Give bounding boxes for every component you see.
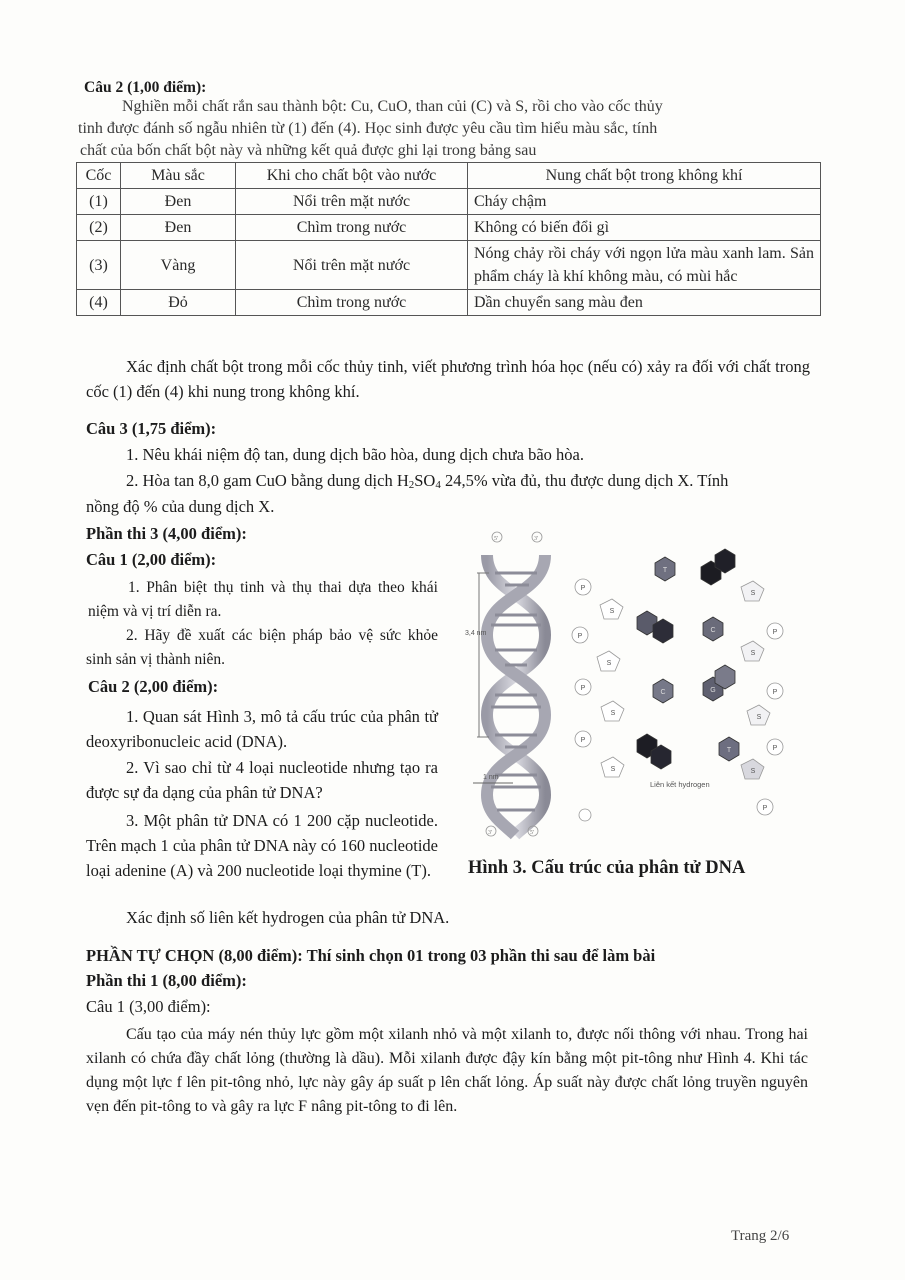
end-label: 3' [488, 830, 493, 836]
table-cell: (2) [77, 215, 121, 241]
table-header: Màu sắc [121, 163, 236, 189]
sugar-label: S [609, 608, 615, 615]
table-cell: Đỏ [121, 290, 236, 316]
base-label: C [710, 627, 716, 634]
table-cell: (3) [77, 241, 121, 290]
table-header: Nung chất bột trong không khí [468, 163, 821, 189]
optional-c1-text: Cấu tạo của máy nén thủy lực gồm một xilanh nhỏ và một xilanh to, được nối thông với nhau. Trong hai xilanh có chứa đầy chất lỏng (thường là dầu). Mỗi xilanh được đậy kín bằng một pit-tông như Hình 4. Khi tác dụng một lực f lên pit-tông nhỏ, lực này gây áp suất p lên chất lỏng. Áp suất này được chất lỏng truyền nguyên vẹn đến pit-tông to và gây ra lực F nâng pit-tông to đi lên. [86, 1026, 808, 1115]
part3-heading: Phần thi 3 (4,00 điểm): [86, 524, 247, 543]
figure-caption: Hình 3. Cấu trúc của phân tử DNA [468, 858, 746, 878]
subscript: 2 [408, 479, 415, 491]
q3-item2-text: 24,5% vừa đủ, thu được dung dịch X. Tính [440, 471, 729, 490]
q2-intro-line2: tinh được đánh số ngẫu nhiên từ (1) đến (4). Học sinh được yêu cầu tìm hiểu màu sắc, tính [78, 120, 658, 137]
sugar-label: S [610, 766, 616, 773]
q2-table [76, 162, 821, 316]
q3-item2-text: 2. Hòa tan 8,0 gam CuO bằng dung dịch H [126, 471, 409, 490]
sugar-label: S [750, 768, 756, 775]
table-row [77, 189, 821, 215]
part3-c2-item2: 2. Vì sao chỉ từ 4 loại nucleotide nhưng tạo ra được sự đa dạng của phân tử DNA? [86, 758, 438, 802]
table-cell: (1) [77, 189, 121, 215]
phosphate-label: P [772, 629, 778, 636]
q2-heading: Câu 2 (1,00 điểm): [84, 79, 207, 96]
q2-intro-line3: chất của bốn chất bột này và những kết quả được ghi lại trong bảng sau [80, 142, 537, 159]
table-cell: (4) [77, 290, 121, 316]
table-cell: Nổi trên mặt nước [236, 189, 468, 215]
end-label: 3' [534, 536, 539, 542]
hydrogen-bond-label: Liên kết hydrogen [650, 780, 710, 789]
optional-heading: PHẦN TỰ CHỌN (8,00 điểm): Thí sinh chọn 01 trong 03 phần thi sau để làm bài [86, 946, 656, 965]
table-cell: Không có biến đổi gì [468, 215, 821, 241]
table-cell: Đen [121, 189, 236, 215]
q3-heading: Câu 3 (1,75 điểm): [86, 419, 217, 438]
phosphate-label: P [580, 737, 586, 744]
table-row [77, 215, 821, 241]
optional-part1-heading: Phần thi 1 (8,00 điểm): [86, 971, 247, 990]
table-header-row [77, 163, 821, 189]
table-header: Khi cho chất bột vào nước [236, 163, 468, 189]
end-label: 5' [530, 830, 535, 836]
sugar-label: S [750, 650, 756, 657]
phosphate-label: P [772, 745, 778, 752]
table-row [77, 290, 821, 316]
table-cell: Đen [121, 215, 236, 241]
q3-item2 [126, 469, 728, 493]
sugar-label: S [606, 660, 612, 667]
table-cell: Cháy chậm [468, 189, 821, 215]
part3-c2-item1: 1. Quan sát Hình 3, mô tả cấu trúc của phân tử deoxyribonucleic acid (DNA). [86, 707, 438, 751]
q2-intro-line1: Nghiền mỗi chất rắn sau thành bột: Cu, CuO, than củi (C) và S, rồi cho vào cốc thủy [122, 98, 663, 115]
phosphate-label: P [772, 689, 778, 696]
phosphate-label: P [762, 805, 768, 812]
part3-c2-task: Xác định số liên kết hydrogen của phân tử DNA. [126, 908, 450, 927]
sugar-label: S [756, 714, 762, 721]
table-cell: Nóng chảy rồi cháy với ngọn lửa màu xanh lam. Sản phẩm cháy là khí không màu, có mùi hắc [468, 241, 821, 290]
part3-c2-item3: 3. Một phân tử DNA có 1 200 cặp nucleotide. Trên mạch 1 của phân tử DNA này có 160 nucleotide loại adenine (A) và 200 nucleotide loại thymine (T). [86, 811, 439, 880]
table-cell: Dần chuyển sang màu đen [468, 290, 821, 316]
optional-c1-heading: Câu 1 (3,00 điểm): [86, 997, 211, 1016]
q3-item2-line2: nồng độ % của dung dịch X. [86, 497, 275, 516]
end-label: 5' [494, 536, 499, 542]
dna-figure [465, 525, 810, 845]
dna-structure-diagram [465, 525, 810, 845]
table-cell: Chìm trong nước [236, 290, 468, 316]
double-helix-icon [487, 555, 545, 835]
sugar-label: S [750, 590, 756, 597]
q2-intro [78, 96, 806, 162]
q3-item1: 1. Nêu khái niệm độ tan, dung dịch bão hòa, dung dịch chưa bão hòa. [126, 445, 584, 464]
table-header: Cốc [77, 163, 121, 189]
page-number: Trang 2/6 [731, 1228, 790, 1244]
q3-item2-text: SO [414, 471, 436, 490]
pitch-label: 3,4 nm [465, 630, 487, 637]
part3-c1-heading: Câu 1 (2,00 điểm): [86, 550, 217, 569]
phosphate-label: P [580, 685, 586, 692]
part3-c1-item2: 2. Hãy đề xuất các biện pháp bảo vệ sức khỏe sinh sản vị thành niên. [86, 627, 438, 668]
base-label: C [660, 689, 666, 696]
phosphate-label: P [577, 633, 583, 640]
table-row [77, 241, 821, 290]
sugar-label: S [610, 710, 616, 717]
part3-c1-item1: 1. Phân biệt thụ tinh và thụ thai dựa theo khái niệm và vị trí diễn ra. [88, 579, 438, 620]
base-label: T [662, 567, 668, 574]
phosphate-label: P [580, 585, 586, 592]
table-cell: Vàng [121, 241, 236, 290]
part3-c2-heading: Câu 2 (2,00 điểm): [88, 677, 219, 696]
table-cell: Chìm trong nước [236, 215, 468, 241]
table-cell: Nổi trên mặt nước [236, 241, 468, 290]
subscript: 4 [435, 479, 441, 491]
base-label: T [726, 747, 732, 754]
q2-task: Xác định chất bột trong mỗi cốc thủy tinh, viết phương trình hóa học (nếu có) xảy ra đối với chất trong cốc (1) đến (4) khi nung trong không khí. [86, 357, 810, 401]
width-label: 1 nm [483, 774, 499, 781]
base-label: G [710, 687, 716, 694]
